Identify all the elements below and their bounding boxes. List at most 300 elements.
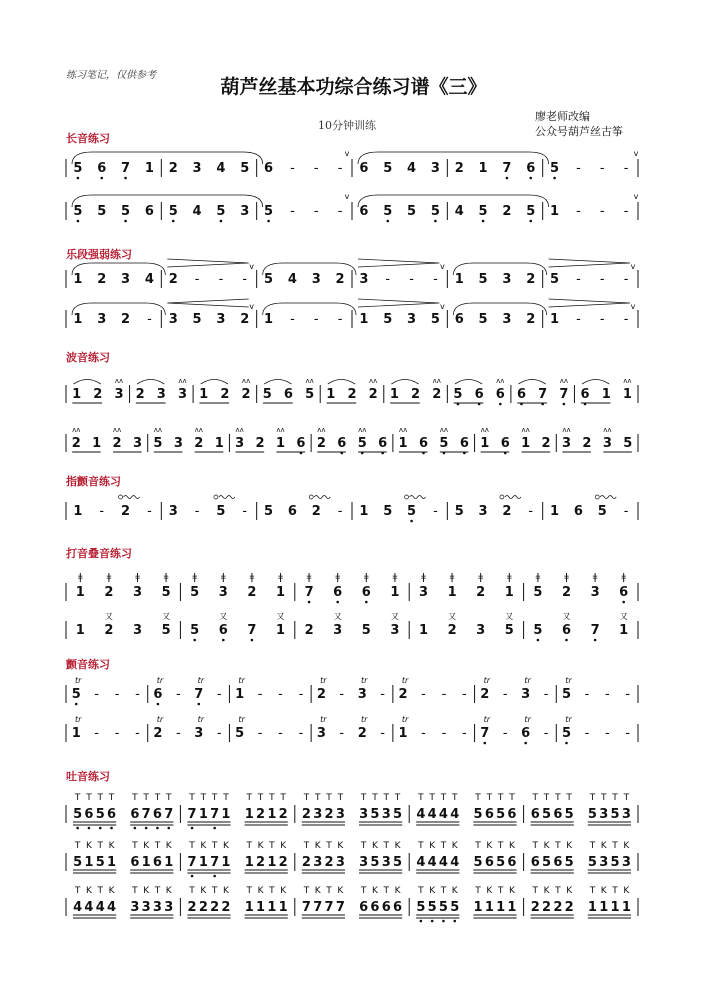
dash: - [502, 687, 508, 702]
arranger-credit: 廖老师改编 [535, 110, 590, 123]
dash: - [576, 272, 581, 287]
low-octave-dot [563, 403, 566, 406]
note: 5 [439, 436, 449, 451]
vibrato-circle [595, 495, 599, 499]
note: 2 [301, 807, 311, 822]
note: 1 [480, 436, 490, 451]
section-title-mordent: 波音练习 [66, 351, 110, 364]
dash: - [385, 272, 391, 287]
breath-mark: v [630, 302, 636, 311]
note: 5 [393, 807, 403, 822]
note: 6 [530, 807, 540, 822]
note: 3 [621, 807, 631, 822]
mordent-mark: ᴧᴧ [317, 426, 326, 434]
section-title-beat-stack: 打音叠音练习 [66, 547, 132, 560]
section-title-trill: 颤音练习 [66, 658, 110, 671]
dash: - [623, 204, 629, 219]
tonguing-syllable: K [623, 886, 630, 896]
tonguing-syllable: T [418, 793, 424, 803]
note: 2 [542, 900, 552, 915]
dash: - [623, 161, 629, 176]
note: 1 [198, 807, 208, 822]
note: 6 [283, 387, 293, 402]
note: 2 [454, 161, 464, 176]
dash: - [605, 726, 610, 741]
stack-mark: 又 [390, 612, 399, 621]
note: 2 [168, 161, 178, 176]
note: 5 [192, 312, 202, 327]
note: 1 [275, 623, 286, 638]
note: 7 [187, 807, 197, 822]
note: 3 [132, 623, 143, 638]
tonguing-syllable: T [360, 886, 367, 896]
section-title-tonguing: 吐音练习 [66, 770, 110, 783]
note: 5 [161, 623, 171, 638]
tonguing-syllable: K [451, 886, 458, 896]
note: 1 [275, 436, 286, 451]
breath-mark: v [344, 192, 350, 201]
tonguing-syllable: T [589, 841, 596, 851]
trill-mark: tr [360, 715, 368, 724]
note: 6 [107, 807, 117, 822]
note: 4 [84, 900, 94, 915]
tonguing-syllable: T [269, 793, 275, 803]
note: 6 [454, 312, 464, 327]
dash: - [433, 272, 438, 287]
decrescendo-hairpin [549, 259, 630, 267]
note: 7 [141, 807, 151, 822]
slur [328, 380, 355, 385]
note: 6 [337, 436, 347, 451]
note: 1 [75, 585, 85, 600]
note: 3 [114, 387, 124, 402]
note: 1 [621, 900, 631, 915]
note: 5 [430, 204, 440, 219]
tonguing-syllable: K [371, 841, 378, 851]
section-title-long-tone: 长音练习 [66, 132, 110, 145]
note: 1 [359, 312, 369, 327]
tonguing-syllable: T [475, 793, 481, 803]
slur [201, 380, 228, 385]
note: 5 [407, 504, 417, 519]
breath-mark: v [633, 149, 639, 158]
note: 2 [582, 436, 592, 451]
note: 2 [71, 436, 81, 451]
tonguing-syllable: K [85, 886, 92, 896]
dash: - [298, 687, 304, 702]
note: 3 [313, 855, 323, 870]
dash: - [176, 726, 181, 741]
note: 2 [447, 623, 457, 638]
note: 2 [311, 504, 321, 519]
tonguing-syllable: T [269, 841, 275, 851]
note: 1 [507, 900, 517, 915]
stack-mark: 又 [219, 612, 228, 621]
note: 2 [241, 387, 251, 402]
dash: - [278, 687, 283, 702]
note: 4 [438, 807, 448, 822]
stack-mark: 又 [162, 612, 171, 621]
note: 2 [432, 387, 442, 402]
tonguing-syllable: K [566, 886, 573, 896]
low-octave-dot [100, 177, 103, 180]
low-octave-dot [565, 742, 568, 745]
note: 3 [313, 807, 323, 822]
tonguing-syllable: T [108, 793, 115, 803]
mordent-mark: ᴧᴧ [358, 426, 367, 434]
note: 2 [316, 687, 326, 702]
tonguing-syllable: K [314, 841, 321, 851]
note: 2 [541, 436, 551, 451]
section-title-dynamics: 乐段强弱练习 [66, 248, 132, 261]
note: 5 [478, 272, 488, 287]
note: 5 [473, 807, 483, 822]
note: 5 [95, 855, 105, 870]
tonguing-syllable: K [451, 841, 458, 851]
section-title-finger-vibrato: 指颤音练习 [66, 475, 121, 488]
note: 5 [361, 623, 371, 638]
note: 1 [275, 585, 286, 600]
trill-mark: tr [238, 676, 245, 685]
note: 5 [542, 855, 552, 870]
note: 6 [500, 436, 510, 451]
note: 3 [602, 436, 612, 451]
slur [391, 380, 418, 385]
note: 1 [221, 807, 231, 822]
dash: - [599, 161, 605, 176]
tonguing-syllable: T [223, 793, 229, 803]
dash: - [290, 312, 295, 327]
note: 2 [368, 387, 378, 402]
note: 2 [324, 807, 334, 822]
note: 2 [255, 436, 265, 451]
beat-mark: ǂ [278, 572, 283, 583]
note: 1 [359, 504, 369, 519]
note: 1 [601, 387, 611, 402]
note: 6 [484, 807, 494, 822]
decrescendo-hairpin [167, 259, 248, 267]
tonguing-syllable: T [303, 793, 310, 803]
tonguing-syllable: T [383, 793, 389, 803]
note: 2 [104, 623, 114, 638]
note: 5 [478, 204, 488, 219]
trill-mark: tr [320, 676, 327, 685]
dash: - [625, 687, 631, 702]
dash: - [337, 312, 343, 327]
low-octave-dot [594, 639, 597, 642]
note: 7 [304, 585, 314, 600]
low-octave-dot [336, 601, 339, 604]
beat-mark: ǂ [106, 572, 112, 583]
note: 7 [480, 726, 490, 741]
crescendo-hairpin [167, 299, 248, 307]
note: 7 [324, 900, 334, 915]
low-octave-dot [529, 177, 532, 180]
tonguing-syllable: T [97, 886, 103, 896]
mordent-mark: ᴧᴧ [603, 426, 612, 434]
tonguing-syllable: K [222, 841, 229, 851]
trill-mark: tr [197, 715, 205, 724]
note: 5 [587, 807, 597, 822]
note: 2 [104, 585, 114, 600]
low-octave-dot [434, 220, 437, 223]
note: 6 [296, 436, 306, 451]
mordent-mark: ᴧᴧ [439, 426, 449, 434]
note: 5 [264, 204, 274, 219]
tonguing-syllable: T [532, 793, 538, 803]
breath-mark: v [249, 262, 255, 271]
note: 1 [619, 623, 629, 638]
tonguing-syllable: T [589, 886, 596, 896]
dash: - [623, 312, 629, 327]
note: 3 [599, 855, 609, 870]
note: 2 [221, 900, 231, 915]
note: 2 [112, 436, 122, 451]
tonguing-syllable: T [475, 886, 481, 896]
beat-mark: ǂ [135, 572, 140, 583]
note: 5 [438, 900, 448, 915]
note: 7 [247, 623, 257, 638]
note: 6 [418, 436, 429, 451]
vibrato-circle [214, 495, 218, 499]
low-octave-dot [191, 875, 194, 878]
beat-mark: ǂ [306, 572, 312, 583]
note: 4 [454, 204, 464, 219]
note: 2 [97, 272, 107, 287]
tonguing-syllable: T [394, 793, 401, 803]
tonguing-syllable: T [612, 886, 618, 896]
tonguing-syllable: T [429, 793, 435, 803]
dash: - [257, 726, 263, 741]
note: 3 [478, 504, 488, 519]
note: 4 [450, 855, 460, 870]
note: 3 [359, 272, 369, 287]
note: 1 [84, 855, 94, 870]
slur [582, 380, 609, 385]
slur [137, 380, 164, 385]
note: 1 [221, 855, 231, 870]
tonguing-syllable: K [371, 886, 378, 896]
mordent-mark: ᴧᴧ [496, 377, 505, 385]
mordent-mark: ᴧᴧ [72, 426, 81, 434]
note: 2 [220, 387, 230, 402]
dash: - [242, 272, 248, 287]
dash: - [298, 726, 304, 741]
note: 3 [121, 272, 131, 287]
dash: - [194, 504, 200, 519]
note: 1 [235, 687, 245, 702]
dash: - [462, 726, 467, 741]
note: 5 [550, 272, 560, 287]
tonguing-syllable: T [189, 841, 195, 851]
beat-mark: ǂ [364, 572, 369, 583]
note: 1 [75, 623, 85, 638]
tonguing-syllable: T [555, 841, 561, 851]
breath-mark: v [633, 192, 639, 201]
note: 7 [164, 807, 174, 822]
note: 6 [573, 504, 583, 519]
dash: - [409, 272, 414, 287]
tonguing-syllable: T [440, 793, 447, 803]
note: 1 [496, 900, 506, 915]
note: 4 [107, 900, 117, 915]
note: 5 [454, 504, 464, 519]
slur [455, 380, 482, 385]
note: 3 [152, 900, 162, 915]
note: 6 [152, 855, 162, 870]
tonguing-syllable: T [612, 841, 618, 851]
low-octave-dot [267, 220, 270, 223]
note: 7 [187, 855, 197, 870]
note: 6 [359, 900, 369, 915]
note: 1 [244, 855, 254, 870]
tonguing-syllable: K [165, 841, 172, 851]
tonguing-syllable: T [418, 886, 424, 896]
low-octave-dot [197, 703, 200, 706]
note: 6 [526, 161, 536, 176]
note: 2 [476, 585, 486, 600]
tonguing-syllable: T [86, 793, 92, 803]
tonguing-syllable: K [108, 841, 115, 851]
beat-mark: ǂ [192, 572, 197, 583]
note: 1 [199, 387, 209, 402]
note: 5 [430, 312, 440, 327]
note: 7 [502, 161, 512, 176]
note: 4 [427, 855, 437, 870]
low-octave-dot [537, 639, 540, 642]
dash: - [290, 204, 295, 219]
tonguing-syllable: K [257, 841, 264, 851]
note: 5 [427, 900, 437, 915]
tonguing-syllable: T [486, 793, 493, 803]
note: 3 [359, 855, 369, 870]
dash: - [576, 161, 581, 176]
dash: - [278, 726, 283, 741]
tonguing-syllable: T [566, 793, 572, 803]
note: 5 [623, 436, 633, 451]
note: 5 [597, 504, 607, 519]
note: 4 [73, 900, 83, 915]
note: 3 [141, 900, 151, 915]
tonguing-syllable: K [429, 841, 436, 851]
dash: - [337, 161, 343, 176]
note: 3 [235, 436, 245, 451]
tonguing-syllable: T [154, 793, 161, 803]
note: 5 [383, 204, 393, 219]
note: 6 [459, 436, 469, 451]
note: 3 [240, 204, 250, 219]
dash: - [584, 726, 590, 741]
trill-mark: tr [320, 715, 327, 724]
tonguing-syllable: T [246, 886, 252, 896]
tonguing-syllable: T [326, 793, 332, 803]
note: 2 [198, 900, 208, 915]
dash: - [339, 726, 345, 741]
note: 7 [210, 807, 220, 822]
note: 1 [256, 900, 266, 915]
tonguing-syllable: T [440, 841, 447, 851]
note: 2 [121, 504, 131, 519]
low-octave-dot [251, 639, 254, 642]
note: 1 [73, 312, 83, 327]
note: 6 [561, 623, 572, 638]
dash: - [94, 726, 99, 741]
note: 5 [561, 687, 572, 702]
tonguing-syllable: K [394, 886, 401, 896]
tonguing-syllable: K [143, 841, 150, 851]
trill-mark: tr [74, 715, 82, 724]
mordent-mark: ᴧᴧ [480, 426, 489, 434]
note: 6 [153, 687, 163, 702]
note: 1 [550, 204, 560, 219]
dash: - [135, 687, 140, 702]
note: 5 [383, 161, 393, 176]
tonguing-syllable: T [257, 793, 264, 803]
note: 2 [480, 687, 490, 702]
breath-mark: v [630, 262, 636, 271]
note: 5 [587, 855, 597, 870]
note: 1 [107, 855, 117, 870]
tonguing-syllable: T [189, 793, 195, 803]
stack-mark: 又 [333, 612, 342, 621]
note: 5 [95, 807, 105, 822]
note: 1 [610, 900, 620, 915]
dash: - [313, 161, 319, 176]
note: 5 [416, 900, 426, 915]
note: 6 [521, 726, 531, 741]
low-octave-dot [213, 827, 216, 830]
tonguing-syllable: T [303, 886, 310, 896]
low-octave-dot [453, 920, 456, 923]
note: 2 [187, 900, 197, 915]
slur [264, 380, 291, 385]
note: 1 [267, 855, 277, 870]
note: 5 [161, 585, 171, 600]
tonguing-syllable: T [601, 793, 607, 803]
dash: - [114, 687, 120, 702]
tonguing-syllable: T [246, 841, 252, 851]
dash: - [576, 204, 581, 219]
tonguing-syllable: K [566, 841, 573, 851]
note: 1 [71, 726, 81, 741]
decrescendo-hairpin [549, 299, 630, 307]
note: 5 [550, 161, 560, 176]
tonguing-syllable: K [200, 886, 207, 896]
note: 3 [333, 623, 343, 638]
note: 5 [240, 161, 250, 176]
note: 5 [73, 855, 83, 870]
vibrato-wave [600, 496, 616, 499]
low-octave-dot [308, 601, 311, 604]
dash: - [421, 726, 426, 741]
beat-mark: ǂ [78, 572, 83, 583]
vibrato-circle [405, 495, 409, 499]
note: 2 [194, 436, 204, 451]
beat-mark: ǂ [163, 572, 169, 583]
note: 5 [542, 807, 552, 822]
note: 3 [316, 726, 326, 741]
note: 5 [121, 204, 131, 219]
slur [74, 380, 101, 385]
note: 3 [418, 585, 429, 600]
breath-mark: v [344, 149, 350, 158]
tonguing-syllable: T [326, 886, 332, 896]
tonguing-syllable: T [440, 886, 447, 896]
beat-mark: ǂ [449, 572, 455, 583]
stack-mark: 又 [276, 612, 285, 621]
dash: - [599, 312, 605, 327]
note: 5 [533, 585, 543, 600]
